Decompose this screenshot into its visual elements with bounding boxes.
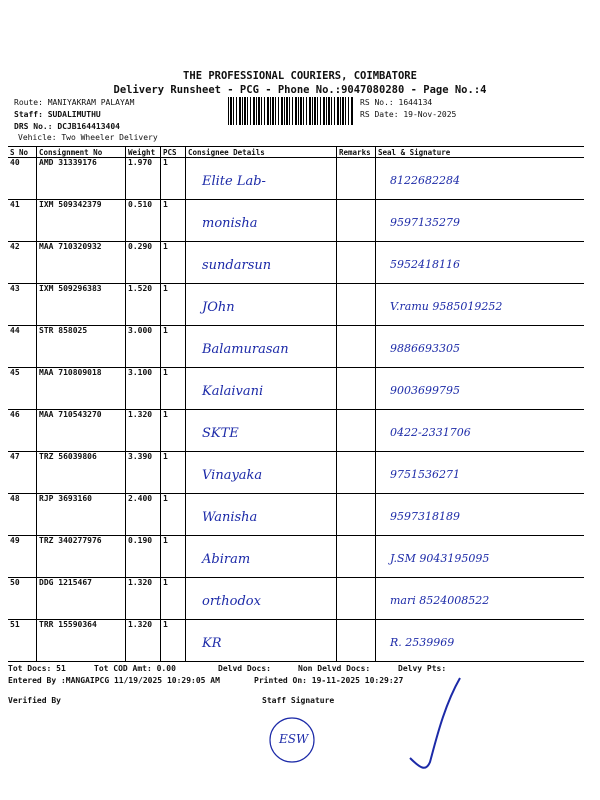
row-pcs: 1 <box>161 200 186 242</box>
runsheet-table <box>8 146 584 662</box>
table-row <box>8 242 584 284</box>
table-row <box>8 158 584 200</box>
signature-handwriting: 9003699795 <box>390 384 460 397</box>
row-weight: 0.290 <box>126 242 161 284</box>
col-pcs: PCS <box>161 147 186 158</box>
row-weight: 2.400 <box>126 494 161 536</box>
staff-signature-scrawl <box>260 670 500 780</box>
row-sno: 42 <box>8 242 37 284</box>
row-consignee <box>186 326 337 368</box>
row-consignment-no: AMD 31339176 <box>37 158 126 200</box>
non-delvd-docs: Non Delvd Docs: <box>298 664 371 673</box>
signature-handwriting: R. 2539969 <box>390 636 455 649</box>
row-pcs: 1 <box>161 494 186 536</box>
consignee-handwriting: Wanisha <box>202 510 258 525</box>
row-remarks <box>337 242 376 284</box>
row-pcs: 1 <box>161 368 186 410</box>
row-consignment-no: MAA 710320932 <box>37 242 126 284</box>
row-remarks <box>337 368 376 410</box>
row-weight: 1.520 <box>126 284 161 326</box>
row-seal-signature <box>376 158 585 200</box>
row-pcs: 1 <box>161 326 186 368</box>
consignee-handwriting: Balamurasan <box>202 342 289 357</box>
company-title: THE PROFESSIONAL COURIERS, COIMBATORE <box>183 70 417 82</box>
runsheet-subtitle: Delivery Runsheet - PCG - Phone No.:9047080280 - Page No.:4 <box>113 84 487 96</box>
table-row <box>8 452 584 494</box>
row-sno: 48 <box>8 494 37 536</box>
delvy-pts: Delvy Pts: <box>398 664 447 673</box>
consignee-handwriting: JOhn <box>202 300 235 315</box>
consignee-handwriting: Kalaivani <box>202 384 264 399</box>
row-pcs: 1 <box>161 452 186 494</box>
signature-handwriting: 9751536271 <box>390 468 460 481</box>
route-label: Route: MANIYAKRAM PALAYAM <box>14 98 135 107</box>
row-seal-signature <box>376 494 585 536</box>
col-remarks: Remarks <box>337 147 376 158</box>
row-consignee <box>186 200 337 242</box>
row-seal-signature <box>376 242 585 284</box>
signature-handwriting: 9597135279 <box>390 216 460 229</box>
row-consignee <box>186 242 337 284</box>
row-sno: 41 <box>8 200 37 242</box>
signature-handwriting: 8122682284 <box>390 174 460 187</box>
row-weight: 3.390 <box>126 452 161 494</box>
signature-handwriting: V.ramu 9585019252 <box>390 300 503 313</box>
row-seal-signature <box>376 284 585 326</box>
consignee-handwriting: Elite Lab- <box>202 174 266 189</box>
stamp-initials: ESW <box>279 732 309 746</box>
consignee-handwriting: sundarsun <box>202 258 272 273</box>
row-weight: 3.100 <box>126 368 161 410</box>
row-consignment-no: STR 858025 <box>37 326 126 368</box>
row-remarks <box>337 452 376 494</box>
row-pcs: 1 <box>161 410 186 452</box>
table-row <box>8 536 584 578</box>
tot-docs: Tot Docs: 51 <box>8 664 66 673</box>
col-consignee: Consignee Details <box>186 147 337 158</box>
row-consignee <box>186 536 337 578</box>
staff-label: Staff: SUDALIMUTHU <box>14 110 101 119</box>
row-consignee <box>186 494 337 536</box>
table-row <box>8 326 584 368</box>
row-consignee <box>186 368 337 410</box>
signature-handwriting: 5952418116 <box>390 258 460 271</box>
row-sno: 51 <box>8 620 37 662</box>
signature-handwriting: mari 8524008522 <box>390 594 490 607</box>
signature-handwriting: J.SM 9043195095 <box>390 552 490 565</box>
row-remarks <box>337 536 376 578</box>
col-sno: S No <box>8 147 37 158</box>
row-consignee <box>186 284 337 326</box>
row-sno: 46 <box>8 410 37 452</box>
row-seal-signature <box>376 452 585 494</box>
row-weight: 0.510 <box>126 200 161 242</box>
row-consignment-no: TRZ 340277976 <box>37 536 126 578</box>
signature-handwriting: 9597318189 <box>390 510 460 523</box>
row-sno: 43 <box>8 284 37 326</box>
col-weight: Weight <box>126 147 161 158</box>
row-consignee <box>186 620 337 662</box>
row-weight: 1.970 <box>126 158 161 200</box>
row-remarks <box>337 158 376 200</box>
signature-handwriting: 0422-2331706 <box>390 426 471 439</box>
delvd-docs: Delvd Docs: <box>218 664 271 673</box>
verified-by: Verified By <box>8 696 61 705</box>
row-consignment-no: IXM 509342379 <box>37 200 126 242</box>
drs-label: DRS No.: DCJB164413404 <box>14 122 120 131</box>
row-consignment-no: MAA 710809018 <box>37 368 126 410</box>
row-remarks <box>337 326 376 368</box>
consignee-handwriting: KR <box>202 636 222 651</box>
table-row <box>8 494 584 536</box>
table-row <box>8 410 584 452</box>
row-pcs: 1 <box>161 158 186 200</box>
row-seal-signature <box>376 536 585 578</box>
row-sno: 49 <box>8 536 37 578</box>
consignee-handwriting: SKTE <box>202 426 239 441</box>
consignee-handwriting: orthodox <box>202 594 261 609</box>
row-consignment-no: MAA 710543270 <box>37 410 126 452</box>
row-pcs: 1 <box>161 284 186 326</box>
row-weight: 1.320 <box>126 620 161 662</box>
table-row <box>8 368 584 410</box>
row-consignment-no: TRR 15590364 <box>37 620 126 662</box>
table-row <box>8 284 584 326</box>
row-consignment-no: DDG 1215467 <box>37 578 126 620</box>
entered-by: Entered By :MANGAIPCG 11/19/2025 10:29:05 AM <box>8 676 220 685</box>
staff-signature-label: Staff Signature <box>262 696 335 705</box>
row-sno: 44 <box>8 326 37 368</box>
row-sno: 50 <box>8 578 37 620</box>
row-sno: 40 <box>8 158 37 200</box>
row-consignment-no: RJP 3693160 <box>37 494 126 536</box>
table-row <box>8 620 584 662</box>
consignee-handwriting: monisha <box>202 216 258 231</box>
row-sno: 47 <box>8 452 37 494</box>
rs-no: RS No.: 1644134 <box>360 98 433 107</box>
col-seal: Seal & Signature <box>376 147 585 158</box>
row-weight: 3.000 <box>126 326 161 368</box>
row-consignee <box>186 452 337 494</box>
row-consignment-no: TRZ 56039806 <box>37 452 126 494</box>
row-consignment-no: IXM 509296383 <box>37 284 126 326</box>
consignee-handwriting: Vinayaka <box>202 468 263 483</box>
row-consignee <box>186 410 337 452</box>
row-remarks <box>337 620 376 662</box>
row-remarks <box>337 578 376 620</box>
row-pcs: 1 <box>161 242 186 284</box>
row-remarks <box>337 410 376 452</box>
row-remarks <box>337 284 376 326</box>
table-row <box>8 200 584 242</box>
consignee-handwriting: Abiram <box>202 552 251 567</box>
barcode <box>228 97 354 125</box>
row-weight: 0.190 <box>126 536 161 578</box>
row-seal-signature <box>376 200 585 242</box>
row-weight: 1.320 <box>126 578 161 620</box>
row-seal-signature <box>376 620 585 662</box>
row-weight: 1.320 <box>126 410 161 452</box>
row-pcs: 1 <box>161 620 186 662</box>
row-pcs: 1 <box>161 536 186 578</box>
row-remarks <box>337 200 376 242</box>
row-pcs: 1 <box>161 578 186 620</box>
row-seal-signature <box>376 410 585 452</box>
vehicle-label: Vehicle: Two Wheeler Delivery <box>18 133 158 142</box>
signature-handwriting: 9886693305 <box>390 342 460 355</box>
col-consignment: Consignment No <box>37 147 126 158</box>
printed-on: Printed On: 19-11-2025 10:29:27 <box>254 676 404 685</box>
row-seal-signature <box>376 578 585 620</box>
row-consignee <box>186 158 337 200</box>
row-remarks <box>337 494 376 536</box>
rs-date: RS Date: 19-Nov-2025 <box>360 110 457 119</box>
table-row <box>8 578 584 620</box>
row-seal-signature <box>376 368 585 410</box>
row-sno: 45 <box>8 368 37 410</box>
tot-cod: Tot COD Amt: 0.00 <box>94 664 176 673</box>
table-header-row <box>8 147 584 158</box>
row-seal-signature <box>376 326 585 368</box>
row-consignee <box>186 578 337 620</box>
